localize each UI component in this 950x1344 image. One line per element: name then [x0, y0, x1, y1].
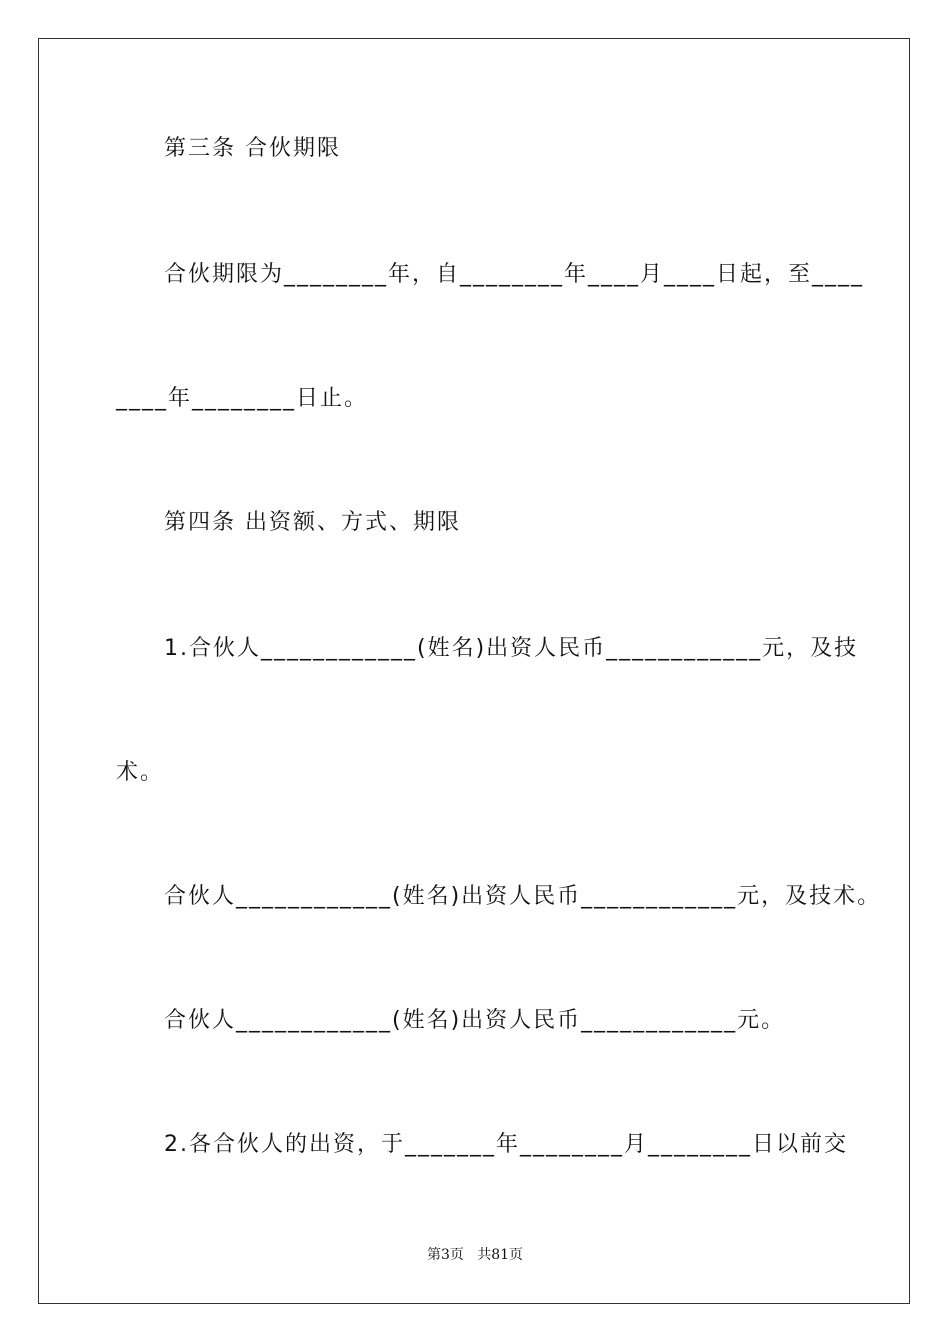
paragraph-line: 合伙人____________(姓名)出资人民币____________元。 [164, 1008, 786, 1033]
article-4-heading: 第四条 出资额、方式、期限 [164, 510, 461, 535]
paragraph-line: 2.各合伙人的出资，于_______年________月________日以前交 [164, 1132, 848, 1157]
paragraph-line: 术。 [116, 760, 165, 785]
paragraph-line: 合伙人____________(姓名)出资人民币____________元，及技术。 [164, 884, 882, 909]
page-number: 第3页 共81页 [426, 1247, 524, 1263]
article-3-heading: 第三条 合伙期限 [164, 136, 341, 161]
paragraph-line: 合伙期限为________年，自________年____月____日起，至____ [164, 262, 865, 287]
paragraph-line: ____年________日止。 [116, 386, 369, 411]
page-border [38, 38, 910, 1304]
paragraph-line: 1.合伙人____________(姓名)出资人民币____________元，及技 [164, 636, 859, 661]
